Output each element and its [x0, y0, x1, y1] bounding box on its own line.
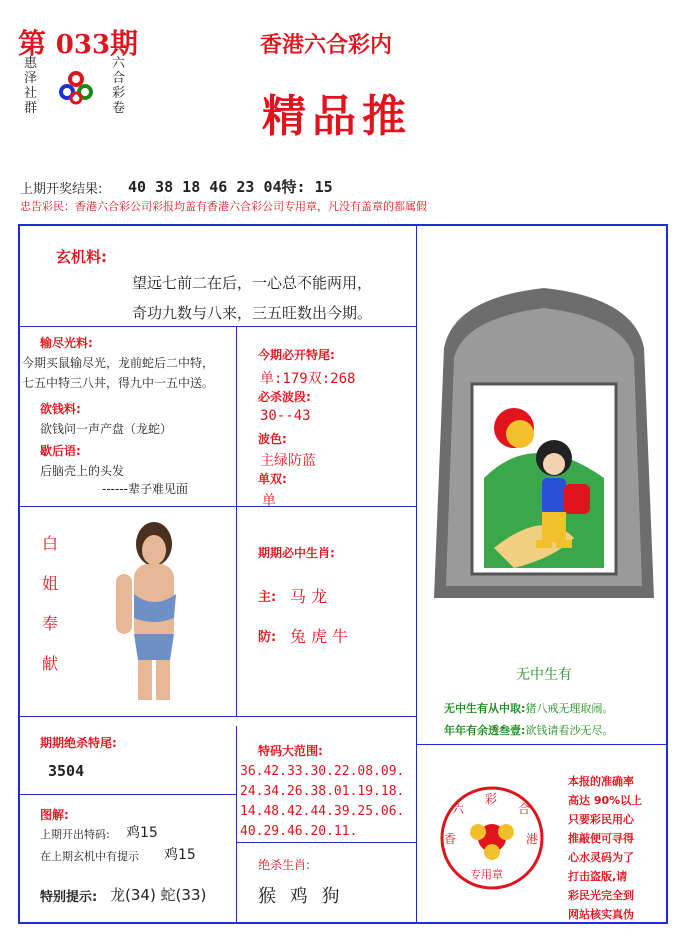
- jueshashengxiao-value: 猴 鸡 狗: [258, 886, 344, 907]
- accuracy-line-8: 网站核实真伪: [568, 908, 634, 921]
- right-line-2-label: 年年有余透叁壹:: [444, 724, 526, 737]
- banner-title: 香港六合彩内: [260, 33, 393, 58]
- divider-right-bottom: [416, 744, 666, 745]
- divider-tuma-bottom: [236, 842, 416, 843]
- divider-mid-vertical: [236, 326, 237, 716]
- divider-xuanji-bottom: [20, 326, 416, 327]
- stamp-char-4: 香: [444, 832, 457, 846]
- shengxiao-fang-value: 兔 虎 牛: [290, 627, 349, 646]
- accuracy-line-6: 打击盗版,请: [568, 870, 628, 883]
- yuqian-text: 欲钱问一声产盘（龙蛇）: [40, 422, 173, 436]
- bose-title: 波色:: [258, 432, 287, 446]
- logo-left-text: 惠泽社群: [24, 56, 38, 116]
- xiehou-answer: ------辈子难见面: [102, 482, 188, 496]
- last-result-numbers: 40 38 18 46 23 04特: 15: [128, 178, 333, 196]
- shengxiao-title: 期期必中生肖:: [258, 546, 335, 560]
- tujie-line-2-label: 在上期玄机中有提示: [40, 850, 139, 863]
- tuma-row-4: 40.29.46.20.11.: [240, 824, 358, 839]
- tujie-title: 图解:: [40, 808, 69, 822]
- xuanji-title: 玄机料:: [56, 248, 107, 266]
- accuracy-note: [568, 772, 666, 924]
- sponsor-char-1: 白: [42, 534, 59, 553]
- model-photo: [104, 514, 192, 704]
- stamp-char-3: 合: [518, 802, 531, 816]
- tujie-line-2-value: 鸡15: [164, 847, 196, 863]
- bosha-title: 必杀波段:: [258, 390, 311, 404]
- shujin-line-2: 七五中特三八丼，得九中一五中送。: [22, 376, 215, 390]
- juesha-value: 3504: [48, 762, 85, 780]
- right-line-1: [444, 700, 613, 716]
- issue-suffix: 期: [110, 27, 139, 60]
- official-stamp: [438, 784, 546, 892]
- right-line-1-label: 无中生有从中取:: [444, 702, 526, 715]
- tuma-numbers: [240, 762, 404, 842]
- tujie-line-1-label: 上期开出特码:: [40, 828, 110, 841]
- tuma-title: 特码大范围:: [258, 744, 323, 758]
- accuracy-line-5: 心水灵码为了: [568, 851, 634, 864]
- tebie-value: 龙(34) 蛇(33): [110, 886, 207, 904]
- right-line-1-text: 猪八戒无理取闹。: [525, 702, 614, 715]
- right-caption: 无中生有: [516, 667, 572, 683]
- accuracy-line-1: 本报的准确率: [568, 775, 634, 788]
- xiehou-text: 后脑壳上的头发: [40, 464, 125, 478]
- divider-juesha-bottom: [20, 794, 236, 795]
- warning-notice: 忠告彩民：香港六合彩公司彩报均盖有香港六合彩公司专用章，凡没有盖章的都属假: [20, 200, 427, 213]
- juesha-title: 期期绝杀特尾:: [40, 736, 117, 750]
- tuma-row-1: 36.42.33.30.22.08.09.: [240, 764, 405, 779]
- right-line-2: [444, 722, 613, 738]
- sponsor-text: [42, 524, 60, 684]
- tewei-dan-shuang: 单:179双:268: [260, 371, 356, 387]
- sponsor-char-2: 姐: [42, 574, 59, 593]
- stamp-char-5: 港: [526, 832, 539, 846]
- accuracy-line-4: 推敲便可寻得: [568, 832, 634, 845]
- lottery-logo-icon: [58, 70, 94, 106]
- jueshashengxiao-title: 绝杀生肖:: [258, 858, 311, 872]
- bose-value: 主绿防蓝: [260, 453, 316, 469]
- stamp-bottom: 专用章: [470, 868, 503, 881]
- divider-right-vertical: [416, 226, 417, 746]
- accuracy-line-7: 彩民光完全到: [568, 889, 634, 902]
- bosha-value: 30--43: [260, 408, 311, 424]
- tujie-line-1-value: 鸡15: [126, 825, 158, 841]
- divider-right-bottom-vertical: [416, 744, 417, 922]
- shengxiao-main-label: 主:: [258, 590, 277, 605]
- logo-right-text: 六合彩卷: [112, 56, 126, 116]
- divider-row2: [20, 506, 416, 507]
- yuqian-title: 欲钱料:: [40, 402, 81, 416]
- issue-prefix: 第: [18, 27, 47, 60]
- accuracy-line-3: 只要彩民用心: [568, 813, 634, 826]
- sponsor-char-4: 献: [42, 654, 59, 673]
- xuanji-line-1: 望远七前二在后，一心总不能两用，: [132, 274, 373, 292]
- sponsor-char-3: 奉: [42, 614, 59, 633]
- accuracy-line-2: 高达 90%以上: [568, 794, 643, 807]
- shujin-title: 输尽光料:: [40, 336, 93, 350]
- divider-row3: [20, 716, 416, 717]
- shengxiao-fang-label: 防:: [258, 630, 277, 645]
- tewei-title: 今期必开特尾:: [258, 348, 335, 362]
- right-line-2-text: 欲钱请看沙无尽。: [525, 724, 614, 737]
- shengxiao-main-value: 马 龙: [290, 587, 328, 606]
- divider-bottom-vertical: [236, 726, 237, 922]
- last-result-label: 上期开奖结果:: [20, 182, 103, 197]
- stamp-char-1: 六: [452, 802, 465, 816]
- ornate-picture-frame: [424, 278, 664, 618]
- stamp-char-2: 彩: [485, 792, 498, 806]
- xuanji-line-2: 奇功九数与八来，三五旺数出今期。: [132, 304, 373, 322]
- xiehou-title: 歇后语:: [40, 444, 81, 458]
- danshuang-value: 单: [262, 493, 276, 509]
- shujin-line-1: 今期买鼠输尽光，龙前蛇后二中特，: [22, 356, 215, 370]
- issue-number-value: 033: [55, 30, 111, 60]
- tebie-label: 特别提示:: [40, 890, 98, 905]
- danshuang-title: 单双:: [258, 472, 287, 486]
- big-title: 精品推: [262, 91, 412, 142]
- tuma-row-2: 24.34.26.38.01.19.18.: [240, 784, 405, 799]
- tuma-row-3: 14.48.42.44.39.25.06.: [240, 804, 405, 819]
